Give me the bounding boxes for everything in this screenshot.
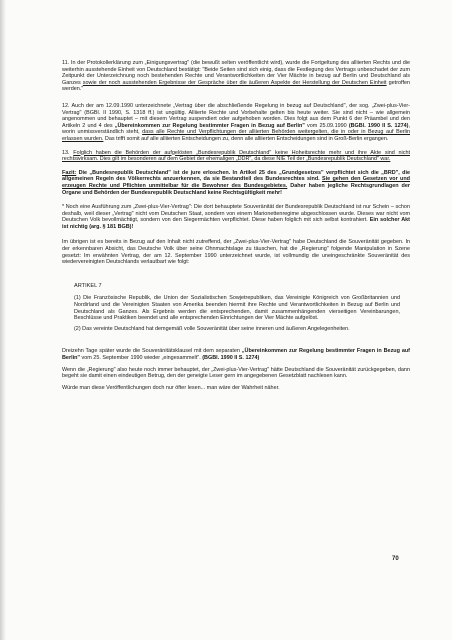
article-7-clause-1: (1) Die Französische Republik, die Union der Sozialistischen Sowjetrepubliken, das Vereinigte Königreich von Großbritannien und Nordirland und die Vereinigten Staaten von Amerika beenden hiermit ihre Rechte und Verantwortlichkeiten in Bezug auf Berlin und Deutschland als Ganzes. Als Ergebnis werden die entsprechenden, damit zusammenhängenden vierseitigen Vereinbarungen, Beschlüsse und Praktiken beendet und alle entsprechenden Einrichtungen der Vier Mächte aufgelöst. [74,295,400,322]
paragraph-11: 11. In der Protokollerklärung zum „Einigungsvertrag" (die bewußt selten veröffentlicht wird), wurde die Fortgeltung des alliierten Rechts und die weiterhin ausstehende Einheit von Deutschland bestätigt: "Beide Seiten sind sich einig, dass die Festlegung des Vertrags unbeschadet der zum Zeitpunkt der Unterzeichnung noch bestehenden Rechte und Verantwortlichkeiten der Vier Mächte in bezug auf Berlin und Deutschland als Ganzes sowie der noch ausstehenden Ergebnisse der Gespräche über die äußeren Aspekte der Herstellung der Deutschen Einheit getroffen werden." [62,60,410,93]
scan-edge-shadow [0,0,6,640]
article-7-clause-2: (2) Das vereinte Deutschland hat demgemäß volle Souveränität über seine inneren und äußeren Angelegenheiten. [74,325,350,332]
paragraph-dreizehn-tage: Dreizehn Tage später wurde die Souveränitätsklausel mit dem separaten „Übereinkommen zur Regelung bestimmter Fragen in Bezug auf Berlin" vom 25. September 1990 wieder „eingesammelt". (BGBl. 1990 II S. 1274) [62,348,410,361]
article-title: ARTIKEL 7 [74,282,102,289]
paragraph-regierung: Wenn die „Regierung" also heute noch immer behauptet, der „Zwei-plus-Vier-Vertrag" hätte Deutschland die Souveränität zurückgegeben, dann begeht sie damit einen eindeutigen Betrug, den der geneigte Leser gern im angegebenen Gesetzblatt nachlesen kann. [62,366,410,380]
paragraph-13: 13. Folglich haben die Behörden der aufgelösten „Bundesrepublik Deutschland" keine Hoheitsrechte mehr und ihre Akte sind nicht rechtswirksam. Dies gilt im besonderen auf dem Gebiet der ehemaligen „DDR", da diese NIE Teil der „Bundesrepublik Deutschland" war. [62,149,410,163]
paragraph-closing: Würde man diese Veröffentlichungen doch nur öfter lesen... man wäre der Wahrheit näher. [62,384,280,391]
paragraph-souveraenitaet: Im übrigen ist es bereits in Bezug auf den Inhalt nicht zutreffend, der „Zwei-plus-Vier-Vertrag" habe Deutschland die Souveränität gegeben. In der erkennbaren Absicht, das Deutsche Volk über seine Ohnmachtslage zu täuschen, hat die „Regierung" folgende Manipulation in Szene gesetzt: Im erwähnten Vertrag, der am 12. September 1990 unterzeichnet wurde, ist vollmundig die uneingeschränkte Souveränität des wiedervereinigten Deutschlands verlautbart wie folgt: [62,239,410,266]
article-7-quote [62,275,410,343]
paragraph-12: 12. Auch der am 12.09.1990 unterzeichnete „Vertrag über die abschließende Regelung in bezug auf Deutschland", der sog. „Zwei-plus-Vier-Vertrag" (BGBl. II 1990, S. 1318 ff.) ist ungültig. Alliierte Rechte und Vorbehalte gelten bis heute weiter. Sie sind nicht – wie allgemein angenommen und behauptet – mit diesem Vertrag suspendiert oder aufgehoben worden. Dies folgt aus dem Punkt 6 der Präambel und den Artikeln 2 und 4 des „Übereinkommen zur Regelung bestimmter Fragen in Bezug auf Berlin" vom 25.09.1990 (BGBl. 1990 II S. 1274), worin unmissverständlich steht, dass alle Rechte und Verpflichtungen der alliierten Behörden weitergelten, die in oder in Bezug auf Berlin erlassen wurden. Das trifft somit auf alle alliierten Entscheidungen zu, denn alle alliierten Entscheidungen sind in Groß-Berlin ergangen. [62,102,410,142]
footnote-paragraph: * Noch eine Ausführung zum „Zwei-plus-Vier-Vertrag": Die dort behauptete Souveränität der Bundesrepublik Deutschland ist nur Schein – schon deshalb, weil dieser „Vertrag" nicht vom Deutschen Staat, sondern von einem Marionettenregime abgeschlossen wurde. Dieses war nicht vom Deutschen Volk bevollmächtigt, sondern von den Siegermächten verpflichtet. Diese haben folglich mit sich selbst kontrahiert. Ein solcher Akt ist nichtig (arg. § 181 BGB)! [62,204,410,230]
fazit-paragraph: Fazit: Die „Bundesrepublik Deutschland" ist de jure erloschen. In Artikel 25 des „Grundgesetzes" verpflichtet sich die „BRD", die allgemeinen Regeln des Völkerrechts anzuerkennen, da sie Bestandteil des Bundesrechtes sind. Sie gehen den Gesetzen vor und erzeugen Rechte und Pflichten unmittelbar für die Bewohner des Bundesgebietes. Daher haben jegliche Rechtsgrundlagen der Organe und Behörden der Bundesrepublik Deutschland keine Rechtsgültigkeit mehr! [62,169,410,196]
page-number: 70 [392,556,399,562]
